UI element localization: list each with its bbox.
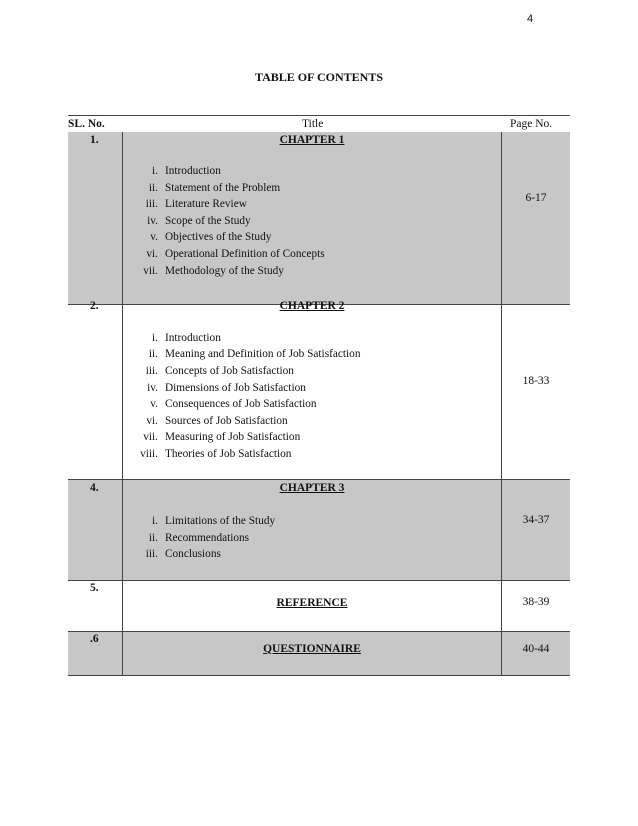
section-sl-number: 5. <box>90 582 99 594</box>
page-range: 6-17 <box>525 192 547 204</box>
page-range: 34-37 <box>522 514 550 526</box>
section-heading: REFERENCE <box>276 597 348 609</box>
table-of-contents <box>68 115 570 676</box>
section-sl-number: .6 <box>90 633 99 645</box>
section-sl-number: 1. <box>90 134 99 146</box>
toc-section-chapter-1: 1. CHAPTER 1 6-17 i. Introduction ii. Statement of the Problem iii. Literature Review iv. Scope of the Study v. Objectives of the Study vi. Operational Definition of Concepts vii. Methodology of the Study <box>68 132 570 304</box>
toc-section-reference <box>68 581 570 631</box>
chapter-heading: CHAPTER 1 <box>279 134 345 146</box>
header-sl-no: SL. No. <box>68 118 105 130</box>
toc-section-chapter-2: 2. CHAPTER 2 18-33 i. Introduction ii. Meaning and Definition of Job Satisfaction iii. Concepts of Job Satisfaction iv. Dimensions of Job Satisfaction v. Consequences of Job Satisfaction vi. Sources of Job Satisfaction vii. Measuring of Job Satisfaction viii. Theories of Job Satisfaction <box>68 305 570 480</box>
chapter-heading: CHAPTER 2 <box>279 300 345 312</box>
page-title: TABLE OF CONTENTS <box>254 70 384 84</box>
section-sl-number: 2. <box>90 300 99 312</box>
page-range: 40-44 <box>522 643 550 655</box>
header-title: Title <box>302 118 324 130</box>
header-page-no: Page No. <box>510 118 553 130</box>
table-header <box>68 115 570 133</box>
section-sl-number: 4. <box>90 482 99 494</box>
chapter-heading: CHAPTER 3 <box>279 482 345 494</box>
page-range: 18-33 <box>522 375 550 387</box>
toc-section-questionnaire <box>68 632 570 675</box>
page-number: 4 <box>527 13 534 25</box>
page-range: 38-39 <box>522 596 550 608</box>
section-heading: QUESTIONNAIRE <box>263 643 361 655</box>
toc-section-chapter-3: 4. CHAPTER 3 34-37 i. Limitations of the Study ii. Recommendations iii. Conclusions <box>68 480 570 580</box>
